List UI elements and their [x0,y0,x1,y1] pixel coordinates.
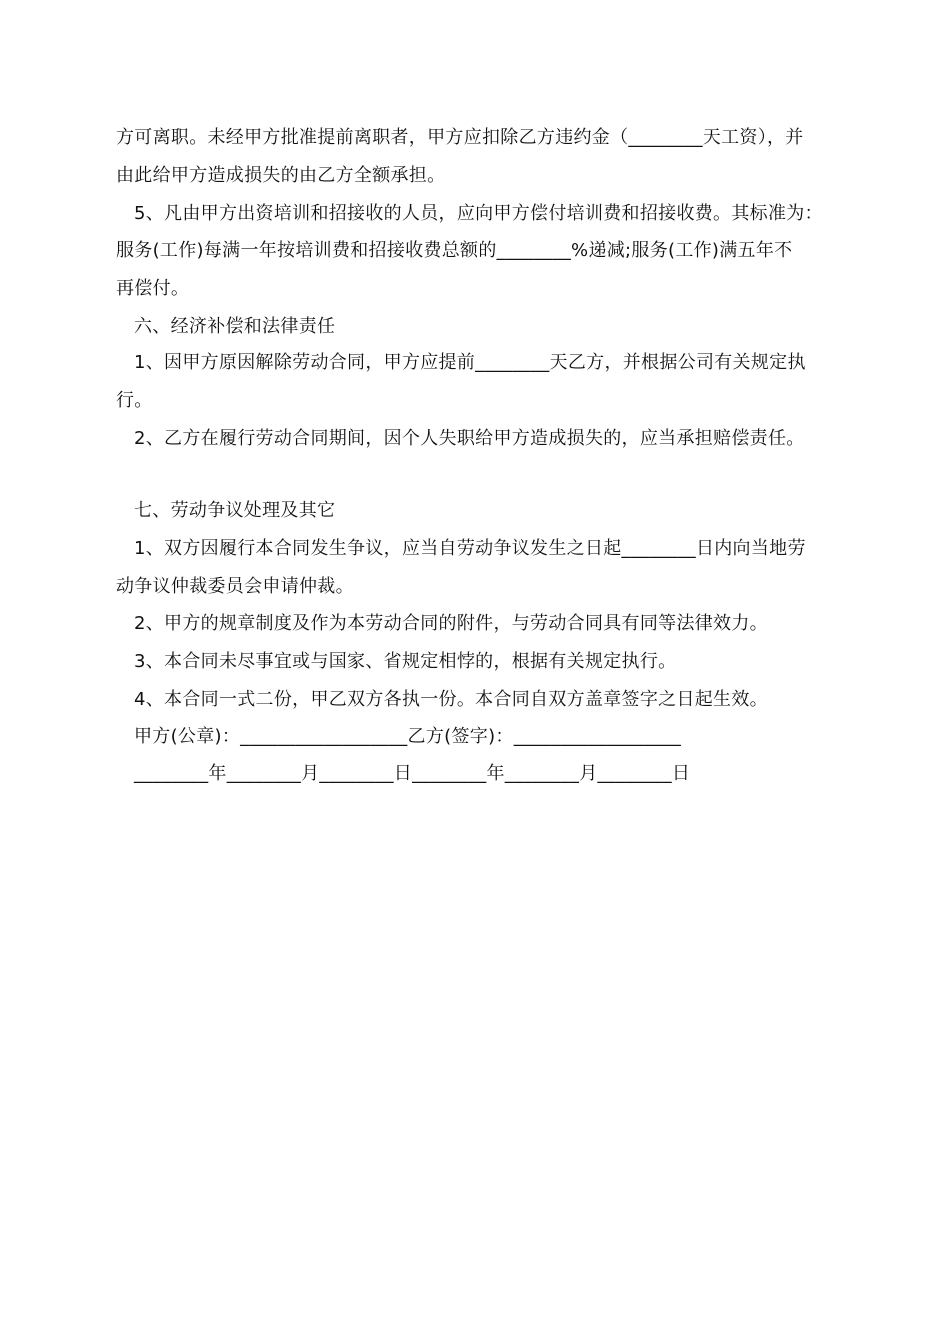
text-line-termination-notice-end: 行。 [116,390,153,411]
text-line-training-fee-end: 再偿付。 [116,278,190,299]
section-heading-disputes: 七、劳动争议处理及其它 [134,500,336,521]
text-line-dispute-arbitration: 1、双方因履行本合同发生争议，应当自劳动争议发生之日起________日内向当地劳 [134,538,806,559]
text-line-loss-liability: 由此给甲方造成损失的由乙方全额承担。 [116,165,446,186]
signature-line: 甲方(公章)：__________________乙方(签字)：__________________ [134,726,682,747]
text-line-training-fee-standard: 服务(工作)每满一年按培训费和招接收费总额的________%递减;服务(工作)满五年不 [116,240,793,261]
section-heading-compensation: 六、经济补偿和法律责任 [134,316,336,337]
text-line-contract-copies: 4、本合同一式二份，甲乙双方各执一份。本合同自双方盖章签字之日起生效。 [134,689,768,710]
text-line-dispute-arbitration-end: 动争议仲裁委员会申请仲裁。 [116,576,354,597]
text-line-training-fee-clause: 5、凡由甲方出资培训和招接收的人员，应向甲方偿付培训费和招接收费。其标准为： [134,203,823,224]
text-line-termination-notice: 1、因甲方原因解除劳动合同，甲方应提前________天乙方，并根据公司有关规定执 [134,352,806,373]
text-line-unspecified-matters: 3、本合同未尽事宜或与国家、省规定相悖的，根据有关规定执行。 [134,651,677,672]
text-line-employee-liability: 2、乙方在履行劳动合同期间，因个人失职给甲方造成损失的，应当承担赔偿责任。 [134,428,805,449]
date-line: ________年________月________日________年________月________日 [134,763,691,784]
text-line-company-rules: 2、甲方的规章制度及作为本劳动合同的附件，与劳动合同具有同等法律效力。 [134,613,768,634]
text-line-resignation-penalty: 方可离职。未经甲方批准提前离职者，甲方应扣除乙方违约金（________天工资），并 [116,127,804,148]
